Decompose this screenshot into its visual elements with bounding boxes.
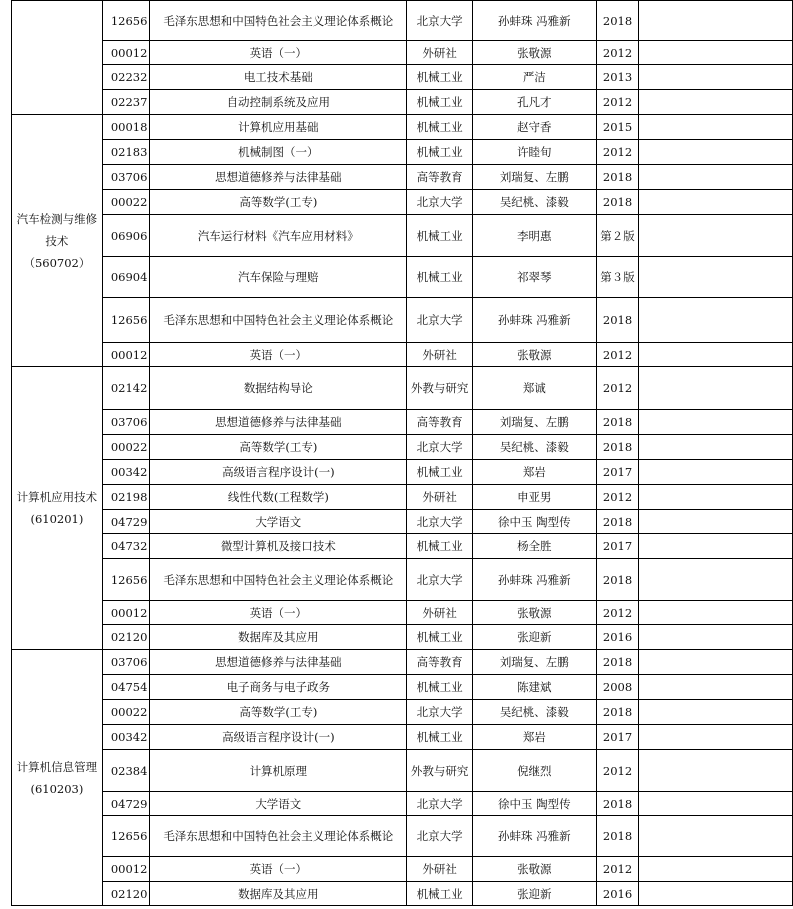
course-name-cell: 数据库及其应用	[150, 882, 407, 906]
table-row	[12, 65, 793, 90]
course-name-cell: 大学语文	[150, 510, 407, 534]
edition-year-cell: 2018	[596, 510, 639, 534]
course-code-cell: 00022	[102, 190, 150, 215]
course-name-cell: 电工技术基础	[150, 65, 407, 90]
publisher-cell: 机械工业	[407, 140, 473, 165]
publisher-cell: 外教与研究	[407, 367, 473, 410]
author-cell: 孙蚌珠 冯雅新	[473, 298, 597, 343]
edition-year-cell: 2012	[596, 857, 639, 882]
course-name-cell: 高级语言程序设计(一)	[150, 725, 407, 750]
publisher-cell: 机械工业	[407, 625, 473, 650]
edition-year-cell: 第２版	[596, 215, 639, 257]
edition-year-cell: 2016	[596, 625, 639, 650]
course-code-cell: 12656	[102, 1, 150, 41]
course-code-cell: 02237	[102, 90, 150, 115]
publisher-cell: 北京大学	[407, 816, 473, 857]
course-name-cell: 毛泽东思想和中国特色社会主义理论体系概论	[150, 816, 407, 857]
publisher-cell: 机械工业	[407, 675, 473, 700]
course-code-cell: 03706	[102, 165, 150, 190]
course-code-cell: 04732	[102, 534, 150, 559]
course-code-cell: 06906	[102, 215, 150, 257]
edition-year-cell: 2017	[596, 725, 639, 750]
publisher-cell: 机械工业	[407, 115, 473, 140]
course-code-cell: 00342	[102, 460, 150, 485]
course-name-cell: 英语（一）	[150, 857, 407, 882]
author-cell: 严洁	[473, 65, 597, 90]
course-table-container	[11, 0, 793, 906]
table-row	[12, 625, 793, 650]
course-name-cell: 毛泽东思想和中国特色社会主义理论体系概论	[150, 298, 407, 343]
edition-year-cell: 2012	[596, 343, 639, 367]
edition-year-cell: 2018	[596, 816, 639, 857]
course-code-cell: 00022	[102, 435, 150, 460]
publisher-cell: 北京大学	[407, 298, 473, 343]
author-cell: 祁翠琴	[473, 257, 597, 298]
publisher-cell: 外研社	[407, 343, 473, 367]
author-cell: 郑诚	[473, 367, 597, 410]
note-cell	[639, 41, 793, 65]
table-row	[12, 90, 793, 115]
course-code-cell: 12656	[102, 816, 150, 857]
course-code-cell: 02120	[102, 882, 150, 906]
course-name-cell: 思想道德修养与法律基础	[150, 650, 407, 675]
publisher-cell: 高等教育	[407, 410, 473, 435]
course-code-cell: 12656	[102, 298, 150, 343]
course-name-cell: 机械制图（一）	[150, 140, 407, 165]
edition-year-cell: 2018	[596, 435, 639, 460]
course-code-cell: 02183	[102, 140, 150, 165]
note-cell	[639, 343, 793, 367]
table-row	[12, 650, 793, 675]
course-code-cell: 02120	[102, 625, 150, 650]
course-name-cell: 汽车运行材料《汽车应用材料》	[150, 215, 407, 257]
author-cell: 刘瑞复、左鹏	[473, 410, 597, 435]
edition-year-cell: 2012	[596, 41, 639, 65]
table-row	[12, 725, 793, 750]
table-row	[12, 534, 793, 559]
author-cell: 吴纪桃、漆毅	[473, 435, 597, 460]
author-cell: 倪继烈	[473, 750, 597, 792]
author-cell: 申亚男	[473, 485, 597, 510]
course-table	[11, 0, 793, 906]
note-cell	[639, 165, 793, 190]
note-cell	[639, 792, 793, 816]
course-name-cell: 数据结构导论	[150, 367, 407, 410]
edition-year-cell: 2012	[596, 367, 639, 410]
author-cell: 陈建斌	[473, 675, 597, 700]
author-cell: 吴纪桃、漆毅	[473, 190, 597, 215]
edition-year-cell: 2012	[596, 90, 639, 115]
note-cell	[639, 115, 793, 140]
table-row	[12, 460, 793, 485]
table-row	[12, 343, 793, 367]
note-cell	[639, 215, 793, 257]
author-cell: 张迎新	[473, 882, 597, 906]
course-name-cell: 高等数学(工专)	[150, 435, 407, 460]
course-name-cell: 自动控制系统及应用	[150, 90, 407, 115]
author-cell: 张敬源	[473, 601, 597, 625]
course-code-cell: 04729	[102, 510, 150, 534]
course-name-cell: 毛泽东思想和中国特色社会主义理论体系概论	[150, 559, 407, 601]
edition-year-cell: 2012	[596, 485, 639, 510]
publisher-cell: 高等教育	[407, 165, 473, 190]
note-cell	[639, 750, 793, 792]
edition-year-cell: 2017	[596, 534, 639, 559]
note-cell	[639, 460, 793, 485]
course-name-cell: 汽车保险与理赔	[150, 257, 407, 298]
author-cell: 杨全胜	[473, 534, 597, 559]
note-cell	[639, 510, 793, 534]
note-cell	[639, 298, 793, 343]
table-row	[12, 675, 793, 700]
course-code-cell: 00012	[102, 41, 150, 65]
note-cell	[639, 190, 793, 215]
course-code-cell: 03706	[102, 410, 150, 435]
note-cell	[639, 675, 793, 700]
note-cell	[639, 485, 793, 510]
edition-year-cell: 2018	[596, 650, 639, 675]
publisher-cell: 北京大学	[407, 190, 473, 215]
edition-year-cell: 2012	[596, 601, 639, 625]
author-cell: 孙蚌珠 冯雅新	[473, 1, 597, 41]
author-cell: 郑岩	[473, 725, 597, 750]
author-cell: 徐中玉 陶型传	[473, 510, 597, 534]
course-code-cell: 02142	[102, 367, 150, 410]
major-name-cell: 汽车检测与维修技术（560702）	[12, 115, 103, 367]
note-cell	[639, 367, 793, 410]
course-name-cell: 数据库及其应用	[150, 625, 407, 650]
note-cell	[639, 410, 793, 435]
course-name-cell: 毛泽东思想和中国特色社会主义理论体系概论	[150, 1, 407, 41]
major-name-cell	[12, 1, 103, 115]
table-row	[12, 257, 793, 298]
edition-year-cell: 2018	[596, 298, 639, 343]
course-code-cell: 04729	[102, 792, 150, 816]
course-code-cell: 04754	[102, 675, 150, 700]
author-cell: 孙蚌珠 冯雅新	[473, 816, 597, 857]
publisher-cell: 机械工业	[407, 534, 473, 559]
course-name-cell: 电子商务与电子政务	[150, 675, 407, 700]
table-row	[12, 559, 793, 601]
edition-year-cell: 2018	[596, 559, 639, 601]
author-cell: 孔凡才	[473, 90, 597, 115]
course-name-cell: 计算机原理	[150, 750, 407, 792]
note-cell	[639, 725, 793, 750]
publisher-cell: 外教与研究	[407, 750, 473, 792]
publisher-cell: 外研社	[407, 601, 473, 625]
course-name-cell: 高级语言程序设计(一)	[150, 460, 407, 485]
note-cell	[639, 65, 793, 90]
note-cell	[639, 700, 793, 725]
publisher-cell: 北京大学	[407, 559, 473, 601]
course-code-cell: 00022	[102, 700, 150, 725]
author-cell: 许睦旬	[473, 140, 597, 165]
table-row	[12, 115, 793, 140]
course-code-cell: 00012	[102, 857, 150, 882]
course-name-cell: 计算机应用基础	[150, 115, 407, 140]
table-row	[12, 41, 793, 65]
note-cell	[639, 1, 793, 41]
course-code-cell: 02232	[102, 65, 150, 90]
author-cell: 张敬源	[473, 41, 597, 65]
course-code-cell: 00012	[102, 601, 150, 625]
author-cell: 吴纪桃、漆毅	[473, 700, 597, 725]
course-code-cell: 00018	[102, 115, 150, 140]
author-cell: 郑岩	[473, 460, 597, 485]
publisher-cell: 高等教育	[407, 650, 473, 675]
note-cell	[639, 435, 793, 460]
author-cell: 李明惠	[473, 215, 597, 257]
note-cell	[639, 140, 793, 165]
author-cell: 赵守香	[473, 115, 597, 140]
edition-year-cell: 2013	[596, 65, 639, 90]
edition-year-cell: 2012	[596, 140, 639, 165]
publisher-cell: 机械工业	[407, 65, 473, 90]
note-cell	[639, 601, 793, 625]
publisher-cell: 机械工业	[407, 215, 473, 257]
edition-year-cell: 2015	[596, 115, 639, 140]
note-cell	[639, 625, 793, 650]
publisher-cell: 北京大学	[407, 792, 473, 816]
note-cell	[639, 257, 793, 298]
edition-year-cell: 2012	[596, 750, 639, 792]
course-name-cell: 大学语文	[150, 792, 407, 816]
note-cell	[639, 857, 793, 882]
author-cell: 张敬源	[473, 343, 597, 367]
course-code-cell: 02384	[102, 750, 150, 792]
course-name-cell: 英语（一）	[150, 601, 407, 625]
note-cell	[639, 816, 793, 857]
table-row	[12, 601, 793, 625]
edition-year-cell: 2018	[596, 165, 639, 190]
note-cell	[639, 559, 793, 601]
table-row	[12, 215, 793, 257]
table-row	[12, 882, 793, 906]
table-row	[12, 165, 793, 190]
publisher-cell: 外研社	[407, 485, 473, 510]
publisher-cell: 机械工业	[407, 882, 473, 906]
note-cell	[639, 534, 793, 559]
edition-year-cell: 2017	[596, 460, 639, 485]
course-code-cell: 00342	[102, 725, 150, 750]
table-row	[12, 792, 793, 816]
course-name-cell: 高等数学(工专)	[150, 190, 407, 215]
course-name-cell: 线性代数(工程数学)	[150, 485, 407, 510]
publisher-cell: 北京大学	[407, 510, 473, 534]
table-row	[12, 816, 793, 857]
note-cell	[639, 650, 793, 675]
course-name-cell: 高等数学(工专)	[150, 700, 407, 725]
edition-year-cell: 2018	[596, 1, 639, 41]
edition-year-cell: 2008	[596, 675, 639, 700]
course-name-cell: 思想道德修养与法律基础	[150, 165, 407, 190]
course-code-cell: 03706	[102, 650, 150, 675]
edition-year-cell: 2016	[596, 882, 639, 906]
note-cell	[639, 882, 793, 906]
course-name-cell: 思想道德修养与法律基础	[150, 410, 407, 435]
publisher-cell: 机械工业	[407, 90, 473, 115]
course-name-cell: 英语（一）	[150, 343, 407, 367]
table-row	[12, 857, 793, 882]
publisher-cell: 外研社	[407, 41, 473, 65]
table-row	[12, 435, 793, 460]
publisher-cell: 北京大学	[407, 700, 473, 725]
publisher-cell: 北京大学	[407, 435, 473, 460]
major-name-cell: 计算机信息管理(610203)	[12, 650, 103, 906]
course-code-cell: 00012	[102, 343, 150, 367]
course-code-cell: 02198	[102, 485, 150, 510]
edition-year-cell: 2018	[596, 792, 639, 816]
table-row	[12, 298, 793, 343]
author-cell: 张迎新	[473, 625, 597, 650]
edition-year-cell: 第３版	[596, 257, 639, 298]
table-row	[12, 367, 793, 410]
course-code-cell: 06904	[102, 257, 150, 298]
table-row	[12, 1, 793, 41]
publisher-cell: 北京大学	[407, 1, 473, 41]
table-row	[12, 190, 793, 215]
table-row	[12, 510, 793, 534]
table-row	[12, 410, 793, 435]
edition-year-cell: 2018	[596, 410, 639, 435]
publisher-cell: 外研社	[407, 857, 473, 882]
table-row	[12, 750, 793, 792]
course-name-cell: 英语（一）	[150, 41, 407, 65]
table-row	[12, 700, 793, 725]
edition-year-cell: 2018	[596, 700, 639, 725]
author-cell: 刘瑞复、左鹏	[473, 650, 597, 675]
course-table-body	[12, 1, 793, 906]
note-cell	[639, 90, 793, 115]
author-cell: 徐中玉 陶型传	[473, 792, 597, 816]
publisher-cell: 机械工业	[407, 257, 473, 298]
publisher-cell: 机械工业	[407, 725, 473, 750]
table-row	[12, 485, 793, 510]
edition-year-cell: 2018	[596, 190, 639, 215]
author-cell: 张敬源	[473, 857, 597, 882]
table-row	[12, 140, 793, 165]
major-name-cell: 计算机应用技术(610201)	[12, 367, 103, 650]
course-code-cell: 12656	[102, 559, 150, 601]
author-cell: 刘瑞复、左鹏	[473, 165, 597, 190]
author-cell: 孙蚌珠 冯雅新	[473, 559, 597, 601]
publisher-cell: 机械工业	[407, 460, 473, 485]
course-name-cell: 微型计算机及接口技术	[150, 534, 407, 559]
